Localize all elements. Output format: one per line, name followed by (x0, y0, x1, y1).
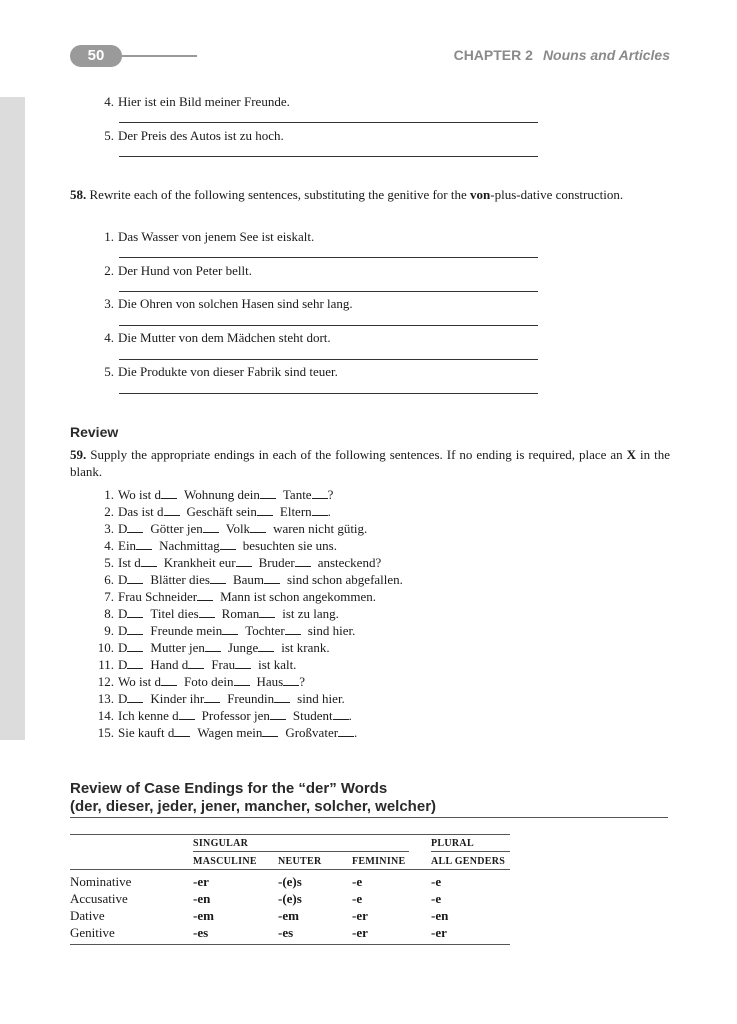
blank-field[interactable] (127, 624, 143, 635)
sentence-fragment: Mann ist schon angekommen. (220, 589, 377, 604)
sentence-fragment: Sie kauft d (118, 725, 175, 740)
singular-rule (193, 851, 409, 852)
sentence-fragment: Großvater (285, 725, 339, 740)
blank-field[interactable] (234, 675, 250, 686)
ending-cell: -e (431, 874, 442, 889)
sentence-fragment: Geschäft sein (186, 504, 257, 519)
sentence-fragment: D (118, 606, 128, 621)
blank-field[interactable] (312, 488, 328, 499)
blank-field[interactable] (270, 709, 286, 720)
sentence-fragment: Frau Schneider (118, 589, 198, 604)
sentence-fragment: Haus (256, 674, 284, 689)
item-number: 2. (104, 504, 114, 519)
sentence-fragment: ist kalt. (258, 657, 297, 672)
item-number: 11. (98, 657, 114, 672)
instruction-bold: X (626, 447, 637, 462)
item-text: Die Mutter von dem Mädchen steht dort. (118, 330, 331, 345)
answer-line[interactable] (119, 156, 538, 157)
instruction-text: -plus-dative construction. (490, 187, 624, 202)
item-text: Das Wasser von jenem See ist eiskalt. (118, 229, 315, 244)
answer-line[interactable] (119, 359, 538, 360)
ending-cell: -em (193, 908, 214, 923)
ex57-item (96, 94, 290, 110)
ending-cell: -em (278, 908, 299, 923)
blank-field[interactable] (220, 539, 236, 550)
item-text: Hier ist ein Bild meiner Freunde. (118, 94, 290, 109)
running-header (454, 47, 670, 63)
instruction-bold: von (470, 187, 491, 202)
blank-field[interactable] (333, 709, 349, 720)
fill-in-item (96, 674, 305, 690)
blank-field[interactable] (338, 726, 354, 737)
sentence-fragment: Kinder ihr (150, 691, 205, 706)
sentence-fragment: Bruder (258, 555, 295, 570)
item-number: 4. (104, 330, 114, 345)
item-text: Der Hund von Peter bellt. (118, 263, 252, 278)
sentence-fragment: Student (292, 708, 333, 723)
item-number: 2. (104, 263, 114, 278)
ending-cell: -er (352, 925, 368, 940)
fill-in-item (96, 725, 357, 741)
blank-field[interactable] (127, 692, 143, 703)
sentence-fragment: Blätter dies (150, 572, 210, 587)
item-number: 15. (97, 725, 114, 740)
review-heading: Review (70, 424, 119, 440)
blank-field[interactable] (141, 556, 157, 567)
fill-in-item (96, 657, 296, 673)
item-text: Die Produkte von dieser Fabrik sind teuer. (118, 364, 338, 379)
column-header-neuter: NEUTER (278, 856, 322, 867)
sentence-fragment: Wagen mein (197, 725, 263, 740)
blank-field[interactable] (174, 726, 190, 737)
sentence-fragment: Nachmittag (159, 538, 220, 553)
blank-field[interactable] (197, 590, 213, 601)
blank-field[interactable] (127, 658, 143, 669)
plural-rule (431, 851, 510, 852)
sentence-fragment: Götter jen (150, 521, 203, 536)
fill-in-item (96, 572, 403, 588)
blank-field[interactable] (257, 505, 273, 516)
item-number: 4. (104, 538, 114, 553)
sentence-fragment: Hand d (150, 657, 189, 672)
blank-field[interactable] (274, 692, 290, 703)
blank-field[interactable] (258, 641, 274, 652)
blank-field[interactable] (161, 675, 177, 686)
sentence-fragment: Freunde mein (150, 623, 223, 638)
sentence-fragment: Wo ist d (118, 674, 162, 689)
exercise-number: 59. (70, 447, 87, 462)
ex58-instructions (70, 186, 670, 203)
sentence-fragment: Ein (118, 538, 137, 553)
fill-in-item (96, 606, 339, 622)
exercise-number: 58. (70, 187, 87, 202)
item-number: 1. (104, 487, 114, 502)
ending-cell: -e (431, 891, 442, 906)
blank-field[interactable] (259, 607, 275, 618)
sentence-fragment: Tochter (245, 623, 285, 638)
blank-field[interactable] (179, 709, 195, 720)
blank-field[interactable] (222, 624, 238, 635)
blank-field[interactable] (210, 573, 226, 584)
ending-cell: -e (352, 891, 363, 906)
table-title (70, 780, 436, 816)
item-text: Die Ohren von solchen Hasen sind sehr lang. (118, 296, 353, 311)
fill-in-item (96, 589, 376, 605)
ending-cell: -es (193, 925, 209, 940)
item-number: 4. (104, 94, 114, 109)
ending-cell: -er (431, 925, 447, 940)
sentence-fragment: ansteckend? (317, 555, 382, 570)
instruction-text: Supply the appropriate endings in each of the following sentences. If no ending is required, place an (90, 447, 627, 462)
blank-field[interactable] (235, 658, 251, 669)
blank-field[interactable] (127, 641, 143, 652)
blank-field[interactable] (188, 658, 204, 669)
sentence-fragment: D (118, 623, 128, 638)
answer-line[interactable] (119, 291, 538, 292)
sentence-fragment: Volk (225, 521, 251, 536)
fill-in-item (96, 623, 355, 639)
blank-field[interactable] (205, 641, 221, 652)
sentence-fragment: Ist d (118, 555, 141, 570)
plural-header: PLURAL (431, 838, 474, 849)
sentence-fragment: . (348, 708, 352, 723)
blank-field[interactable] (264, 573, 280, 584)
table-title-line: (der, dieser, jeder, jener, mancher, solcher, welcher) (70, 798, 437, 815)
column-header-all-genders: ALL GENDERS (431, 856, 506, 867)
ex58-item (96, 263, 252, 279)
blank-field[interactable] (127, 573, 143, 584)
header-rule (122, 55, 197, 57)
item-number: 5. (104, 128, 114, 143)
sentence-fragment: Roman (221, 606, 260, 621)
sentence-fragment: Wohnung dein (184, 487, 260, 502)
sentence-fragment: D (118, 691, 128, 706)
blank-field[interactable] (262, 726, 278, 737)
sentence-fragment: ist krank. (281, 640, 330, 655)
item-number: 14. (97, 708, 114, 723)
item-number: 1. (104, 229, 114, 244)
item-number: 13. (97, 691, 114, 706)
sentence-fragment: . (327, 504, 331, 519)
blank-field[interactable] (161, 488, 177, 499)
column-header-feminine: FEMININE (352, 856, 406, 867)
case-label: Nominative (70, 874, 132, 889)
sentence-fragment: ? (327, 487, 334, 502)
instruction-text: in the blank. (70, 447, 671, 479)
blank-field[interactable] (283, 675, 299, 686)
instruction-text: Rewrite each of the following sentences, substituting the genitive for the (89, 187, 471, 202)
sentence-fragment: besuchten sie uns. (242, 538, 337, 553)
sentence-fragment: Wo ist d (118, 487, 162, 502)
sentence-fragment: sind schon abgefallen. (287, 572, 403, 587)
fill-in-item (96, 538, 337, 554)
answer-line[interactable] (119, 122, 538, 123)
fill-in-item (96, 504, 331, 520)
ending-cell: -en (431, 908, 449, 923)
fill-in-item (96, 487, 333, 503)
ex58-item (96, 296, 353, 312)
singular-header: SINGULAR (193, 838, 249, 849)
sentence-fragment: Tante (282, 487, 312, 502)
sentence-fragment: Titel dies (150, 606, 199, 621)
answer-line[interactable] (119, 325, 538, 326)
sentence-fragment: D (118, 521, 128, 536)
blank-field[interactable] (295, 556, 311, 567)
sentence-fragment: D (118, 572, 128, 587)
sentence-fragment: sind hier. (307, 623, 356, 638)
sentence-fragment: Freundin (227, 691, 275, 706)
item-text: Der Preis des Autos ist zu hoch. (118, 128, 284, 143)
sentence-fragment: Ich kenne d (118, 708, 179, 723)
case-label: Accusative (70, 891, 128, 906)
sentence-fragment: Frau (211, 657, 236, 672)
case-label: Dative (70, 908, 105, 923)
blank-field[interactable] (127, 607, 143, 618)
blank-field[interactable] (236, 556, 252, 567)
item-number: 8. (104, 606, 114, 621)
sentence-fragment: Das ist d (118, 504, 164, 519)
ex58-item (96, 330, 331, 346)
item-number: 10. (97, 640, 114, 655)
sentence-fragment: ist zu lang. (282, 606, 339, 621)
ending-cell: -er (193, 874, 209, 889)
sentence-fragment: D (118, 640, 128, 655)
column-header-masculine: MASCULINE (193, 856, 257, 867)
sentence-fragment: waren nicht gütig. (273, 521, 368, 536)
ex58-item (96, 364, 338, 380)
blank-field[interactable] (127, 522, 143, 533)
blank-field[interactable] (204, 692, 220, 703)
blank-field[interactable] (203, 522, 219, 533)
page-edge-tab (0, 97, 25, 740)
sentence-fragment: Baum (232, 572, 265, 587)
item-number: 5. (104, 555, 114, 570)
table-bottom-rule (70, 944, 510, 945)
sentence-fragment: . (354, 725, 358, 740)
fill-in-item (96, 640, 330, 656)
item-number: 6. (104, 572, 114, 587)
ending-cell: -(e)s (278, 891, 302, 906)
chapter-title: Nouns and Articles (542, 47, 670, 63)
item-number: 7. (104, 589, 114, 604)
case-label: Genitive (70, 925, 115, 940)
sentence-fragment: Foto dein (184, 674, 234, 689)
item-number: 5. (104, 364, 114, 379)
item-number: 3. (104, 296, 114, 311)
ex59-instructions (70, 446, 670, 480)
fill-in-item (96, 555, 381, 571)
ending-cell: -e (352, 874, 363, 889)
sentence-fragment: Krankheit eur (163, 555, 236, 570)
chapter-label: CHAPTER 2 (453, 47, 533, 63)
sentence-fragment: sind hier. (297, 691, 345, 706)
ending-cell: -en (193, 891, 211, 906)
blank-field[interactable] (164, 505, 180, 516)
answer-line[interactable] (119, 393, 538, 394)
ex58-item (96, 229, 314, 245)
ending-cell: -es (278, 925, 294, 940)
fill-in-item (96, 691, 345, 707)
blank-field[interactable] (312, 505, 328, 516)
sentence-fragment: ? (299, 674, 305, 689)
item-number: 9. (104, 623, 114, 638)
sentence-fragment: D (118, 657, 128, 672)
ending-cell: -(e)s (278, 874, 302, 889)
sentence-fragment: Eltern (279, 504, 312, 519)
table-top-rule (70, 834, 510, 835)
fill-in-item (96, 708, 352, 724)
sentence-fragment: Professor jen (201, 708, 270, 723)
blank-field[interactable] (199, 607, 215, 618)
blank-field[interactable] (260, 488, 276, 499)
sentence-fragment: Mutter jen (150, 640, 205, 655)
blank-field[interactable] (136, 539, 152, 550)
ex57-item (96, 128, 284, 144)
title-rule (70, 817, 668, 818)
blank-field[interactable] (285, 624, 301, 635)
blank-field[interactable] (250, 522, 266, 533)
item-number: 12. (97, 674, 114, 689)
item-number: 3. (104, 521, 114, 536)
header-bottom-rule (70, 869, 510, 870)
sentence-fragment: Junge (227, 640, 259, 655)
ending-cell: -er (352, 908, 368, 923)
table-title-line: Review of Case Endings for the “der” Words (70, 780, 388, 797)
fill-in-item (96, 521, 367, 537)
answer-line[interactable] (119, 257, 538, 258)
page-number: 50 (70, 45, 122, 67)
